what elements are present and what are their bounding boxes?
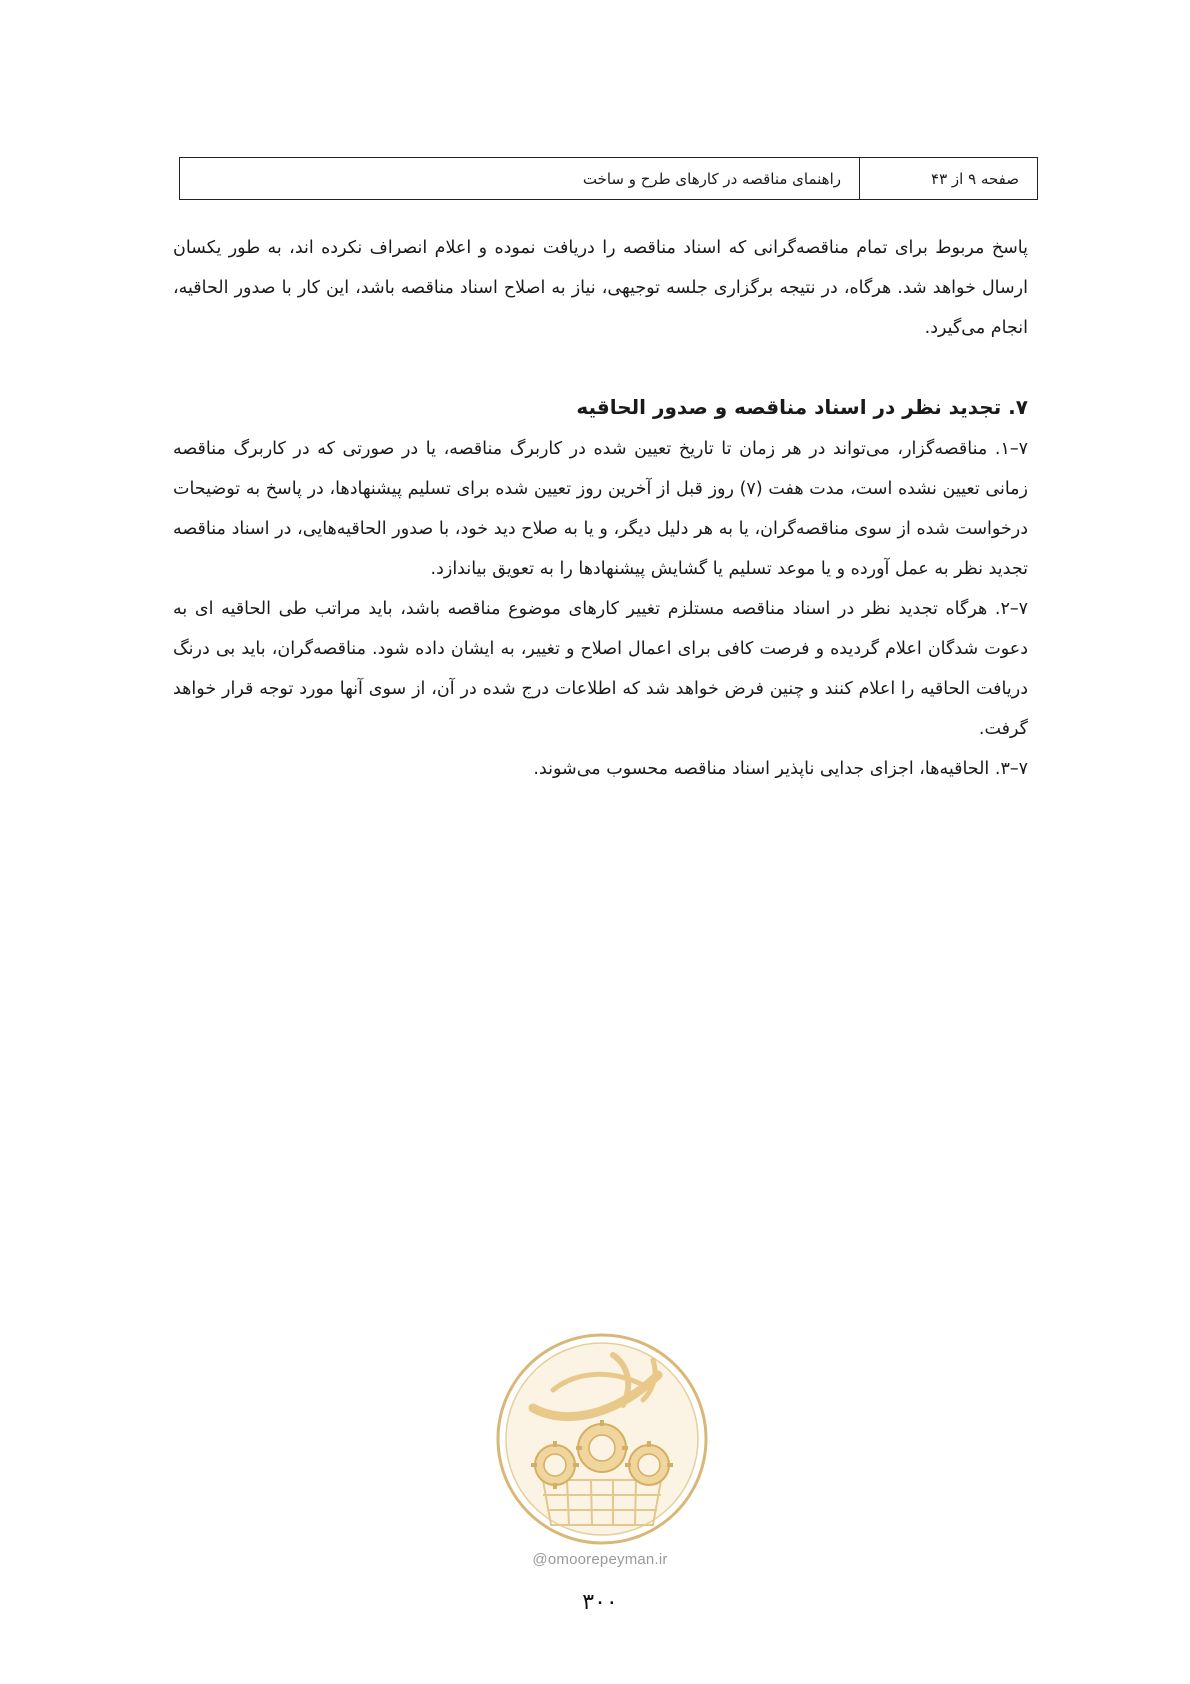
logo-url-text: @omoorepeyman.ir xyxy=(532,1551,668,1568)
document-body xyxy=(173,228,1028,789)
section-heading: ۷. تجدید نظر در اسناد مناقصه و صدور الحاقیه xyxy=(576,395,1028,419)
page-header xyxy=(179,157,1038,200)
clause-7-3: ۷–۳. الحاقیه‌ها، اجزای جدایی ناپذیر اسناد مناقصه محسوب می‌شوند. xyxy=(533,759,1028,779)
page-number: ۳۰۰ xyxy=(582,1590,618,1615)
header-document-title: راهنمای مناقصه در کارهای طرح و ساخت xyxy=(582,169,841,188)
clause-7-1: ۷–۱. مناقصه‌گزار، می‌تواند در هر زمان تا تاریخ تعیین شده در کاربرگ مناقصه، یا در صورتی که در کاربرگ مناقصه زمانی تعیین نشده است، مدت هفت (۷) روز قبل از آخرین روز تعیین شده برای تسلیم پیشنهادها، در پاسخ به توضیحات درخواست شده از سوی مناقصه‌گران، یا به هر دلیل دیگر، و یا به صلاح دید خود، با صدور الحاقیه‌هایی، در اسناد مناقصه تجدید نظر به عمل آورده و یا موعد تسلیم یا گشایش پیشنهادها را به تعویق بیاندازد. xyxy=(173,439,1028,579)
omoore-peyman-logo xyxy=(493,1330,711,1548)
intro-paragraph: پاسخ مربوط برای تمام مناقصه‌گرانی که اسناد مناقصه را دریافت نموده و اعلام انصراف نکرده اند، به طور یکسان ارسال خواهد شد. هرگاه، در نتیجه برگزاری جلسه توجیهی، نیاز به اصلاح اسناد مناقصه باشد، این کار با صدور الحاقیه، انجام می‌گیرد. xyxy=(173,238,1028,338)
clause-7-2: ۷–۲. هرگاه تجدید نظر در اسناد مناقصه مستلزم تغییر کارهای موضوع مناقصه باشد، باید مراتب طی الحاقیه ای به دعوت شدگان اعلام گردیده و فرصت کافی برای اعمال اصلاح و تغییر، به ایشان داده شود. مناقصه‌گران، باید بی درنگ دریافت الحاقیه را اعلام کنند و چنین فرض خواهد شد که اطلاعات درج شده در آن، از سوی آنها مورد توجه قرار خواهد گرفت. xyxy=(173,599,1028,739)
header-page-label: صفحه ۹ از ۴۳ xyxy=(859,158,1037,199)
